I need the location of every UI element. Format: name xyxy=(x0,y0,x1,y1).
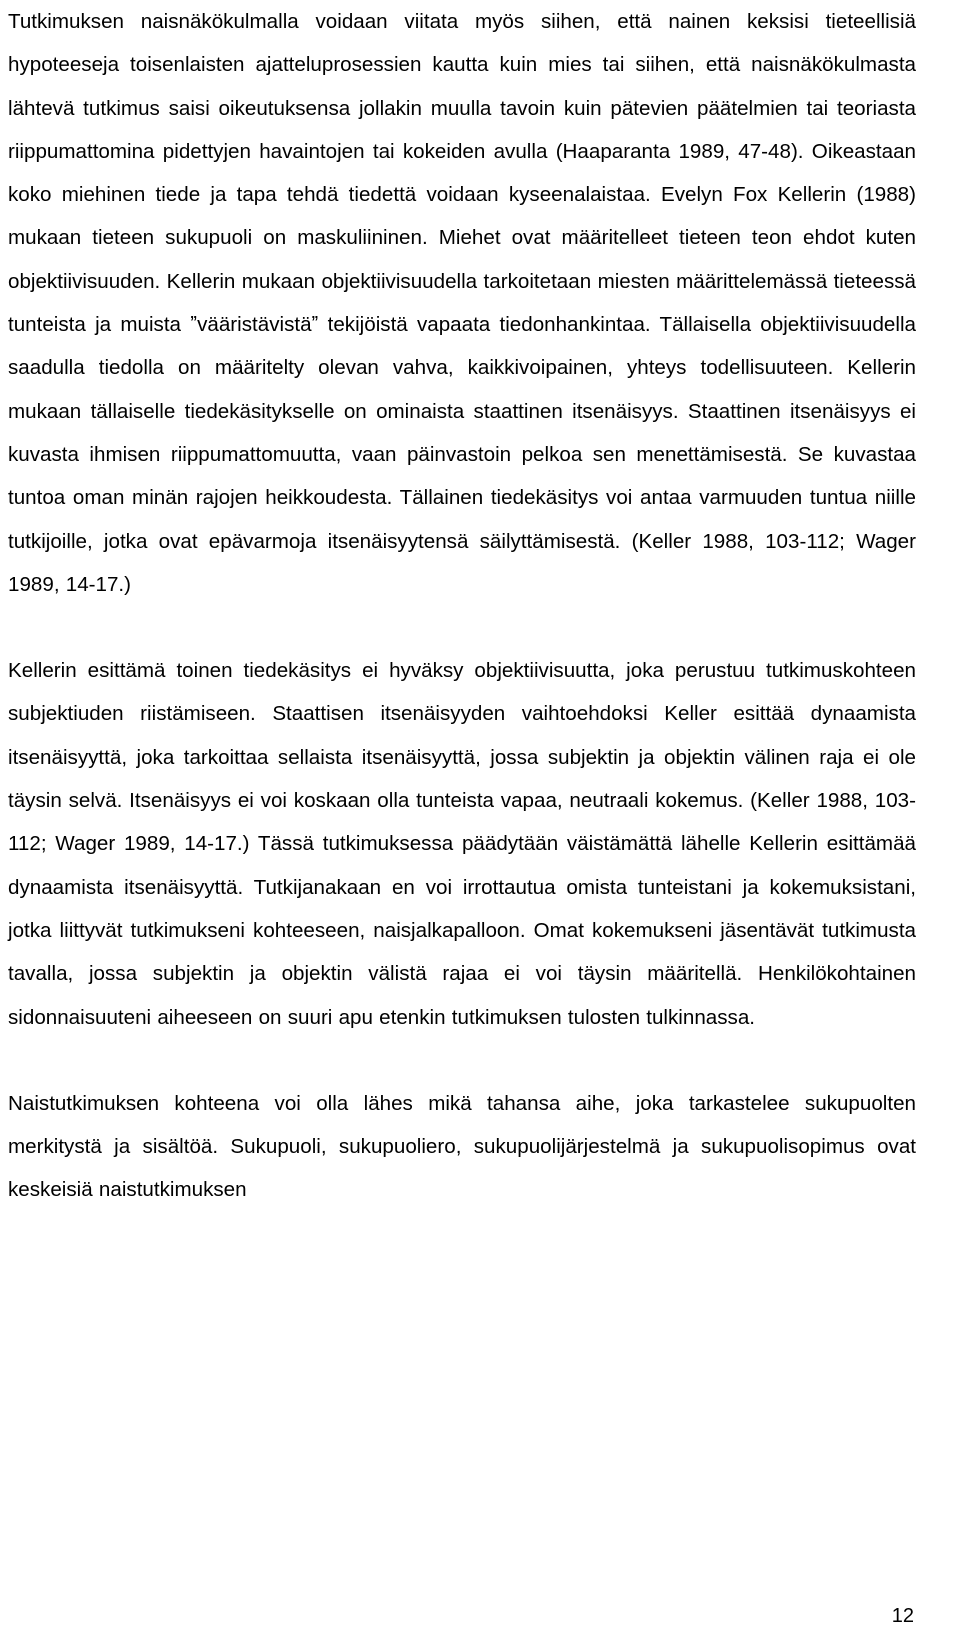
body-text xyxy=(8,0,916,1212)
paragraph-1: Tutkimuksen naisnäkökulmalla voidaan viitata myös siihen, että nainen keksisi tieteellisiä hypoteeseja toisenlaisten ajatteluprosessien kautta kuin mies tai siihen, että naisnäkökulmasta lähtevä tutkimus saisi oikeutuksensa jollakin muulla tavoin kuin pätevien päätelmien tai teoriasta riippumattomina pidettyjen havaintojen tai kokeiden avulla (Haaparanta 1989, 47-48). Oikeastaan koko miehinen tiede ja tapa tehdä tiedettä voidaan kyseenalaistaa. Evelyn Fox Kellerin (1988) mukaan tieteen sukupuoli on maskuliininen. Miehet ovat määritelleet tieteen teon ehdot kuten objektiivisuuden. Kellerin mukaan objektiivisuudella tarkoitetaan miesten määrittelemässä tieteessä tunteista ja muista ˮvääristävistäˮ tekijöistä vapaata tiedonhankintaa. Tällaisella objektiivisuudella saadulla tiedolla on määritelty olevan vahva, kaikkivoipainen, yhteys todellisuuteen. Kellerin mukaan tällaiselle tiedekäsitykselle on ominaista staattinen itsenäisyys. Staattinen itsenäisyys ei kuvasta ihmisen riippumattomuutta, vaan päinvastoin pelkoa sen menettämisestä. Se kuvastaa tuntoa oman minän rajojen heikkoudesta. Tällainen tiedekäsitys voi antaa varmuuden tuntua niille tutkijoille, jotka ovat epävarmoja itsenäisyytensä säilyttämisestä. (Keller 1988, 103-112; Wager 1989, 14-17.) xyxy=(8,10,916,596)
page-number: 12 xyxy=(891,1605,914,1627)
paragraph-3: Naistutkimuksen kohteena voi olla lähes mikä tahansa aihe, joka tarkastelee sukupuolten merkitystä ja sisältöä. Sukupuoli, sukupuoliero, sukupuolijärjestelmä ja sukupuolisopimus ovat keskeisiä naistutkimuksen xyxy=(8,1091,916,1202)
paragraph-2: Kellerin esittämä toinen tiedekäsitys ei hyväksy objektiivisuutta, joka perustuu tutkimuskohteen subjektiuden riistämiseen. Staattisen itsenäisyyden vaihtoehdoksi Keller esittää dynaamista itsenäisyyttä, joka tarkoittaa sellaista itsenäisyyttä, jossa subjektin ja objektin välinen raja ei ole täysin selvä. Itsenäisyys ei voi koskaan olla tunteista vapaa, neutraali kokemus. (Keller 1988, 103-112; Wager 1989, 14-17.) Tässä tutkimuksessa päädytään väistämättä lähelle Kellerin esittämää dynaamista itsenäisyyttä. Tutkijanakaan en voi irrottautua omista tunteistani ja kokemuksistani, jotka liittyvät tutkimukseni kohteeseen, naisjalkapalloon. Omat kokemukseni jäsentävät tutkimusta tavalla, jossa subjektin ja objektin välistä rajaa ei voi täysin määritellä. Henkilökohtainen sidonnaisuuteni aiheeseen on suuri apu etenkin tutkimuksen tulosten tulkinnassa. xyxy=(8,659,916,1029)
